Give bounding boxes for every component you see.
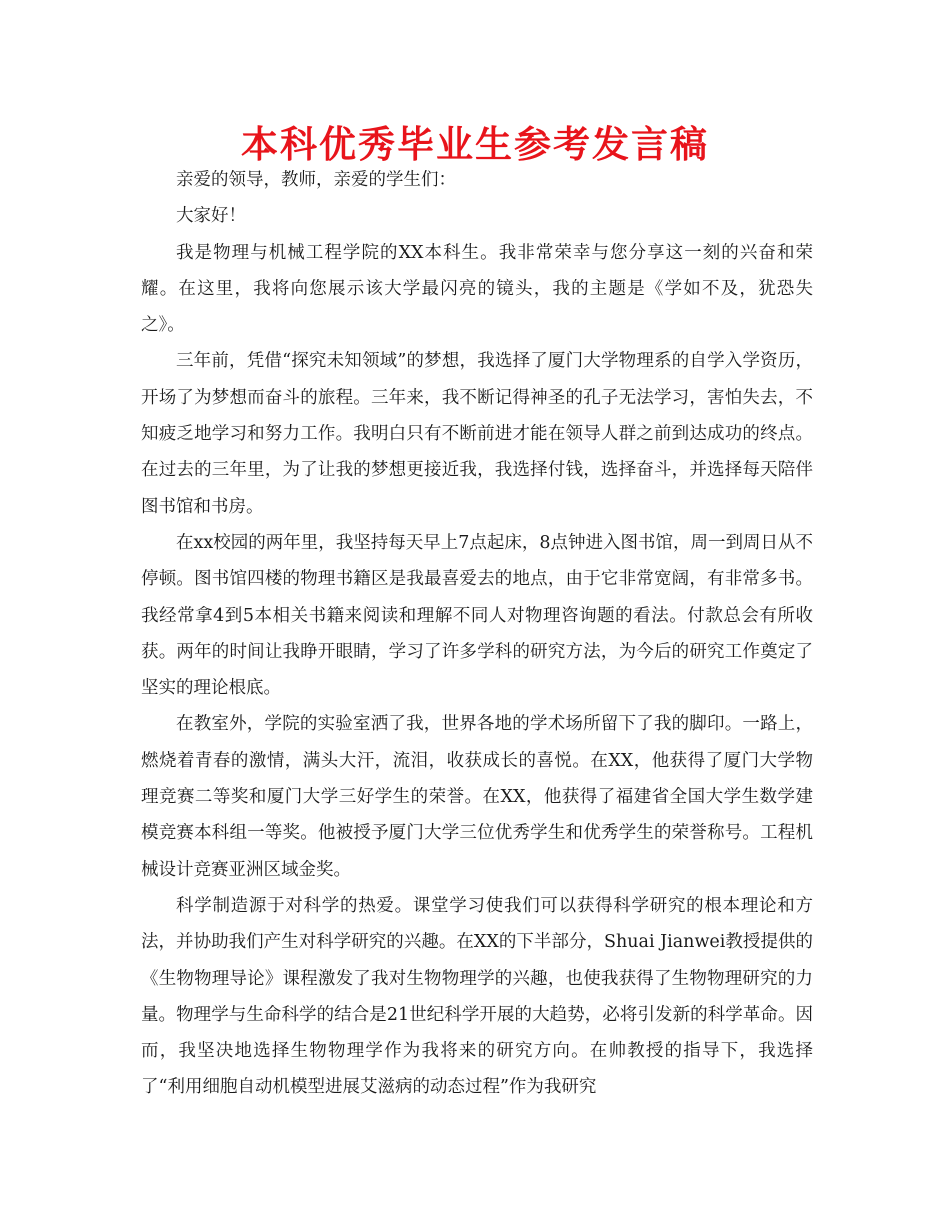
paragraph-1: 我是物理与机械工程学院的XX本科生。我非常荣幸与您分享这一刻的兴奋和荣耀。在这里，我将向您展示该大学最闪亮的镜头，我的主题是《学如不及，犹恐失之》。 bbox=[141, 242, 813, 336]
document-title: 本科优秀毕业生参考发言稿 bbox=[241, 123, 709, 166]
greeting-line: 亲爱的领导，教师，亲爱的学生们： bbox=[176, 170, 456, 190]
paragraph-3: 在xx校园的两年里，我坚持每天早上7点起床，8点钟进入图书馆，周一到周日从不停顿。图书馆四楼的物理书籍区是我最喜爱去的地点，由于它非常宽阔，有非常多书。我经常拿4到5本相关书籍来阅读和理解不同人对物理咨询题的看法。付款总会有所收获。两年的时间让我睁开眼睛，学习了许多学科的研究方法，为今后的研究工作奠定了坚实的理论根底。 bbox=[141, 532, 814, 699]
paragraph-4: 在教室外，学院的实验室洒了我，世界各地的学术场所留下了我的脚印。一路上，燃烧着青春的激情，满头大汗，流泪，收获成长的喜悦。在XX，他获得了厦门大学物理竞赛二等奖和厦门大学三好学生的荣誉。在XX，他获得了福建省全国大学生数学建模竞赛本科组一等奖。他被授予厦门大学三位优秀学生和优秀学生的荣誉称号。工程机械设计竞赛亚洲区域金奖。 bbox=[141, 714, 813, 880]
paragraph-5: 科学制造源于对科学的热爱。课堂学习使我们可以获得科学研究的根本理论和方法，并协助我们产生对科学研究的兴趣。在XX的下半部分，Shuai Jianwei教授提供的《生物物理导论》课程激发了我对生物物理学的兴趣，也使我获得了生物物理研究的力量。物理学与生命科学的结合是21世纪科学开展的大趋势，必将引发新的科学革命。因而，我坚决地选择生物物理学作为我将来的研究方向。在帅教授的指导下，我选择了“利用细胞自动机模型进展艾滋病的动态过程”作为我研究 bbox=[141, 895, 813, 1098]
document-body bbox=[141, 162, 813, 1106]
hello-line: 大家好！ bbox=[176, 206, 246, 227]
paragraph-2: 三年前，凭借“探究未知领域”的梦想，我选择了厦门大学物理系的自学入学资历，开场了为梦想而奋斗的旅程。三年来，我不断记得神圣的孔子无法学习，害怕失去，不知疲乏地学习和努力工作。我明白只有不断前进才能在领导人群之前到达成功的终点。在过去的三年里，为了让我的梦想更接近我，我选择付钱，选择奋斗，并选择每天陪伴图书馆和书房。 bbox=[141, 351, 813, 517]
